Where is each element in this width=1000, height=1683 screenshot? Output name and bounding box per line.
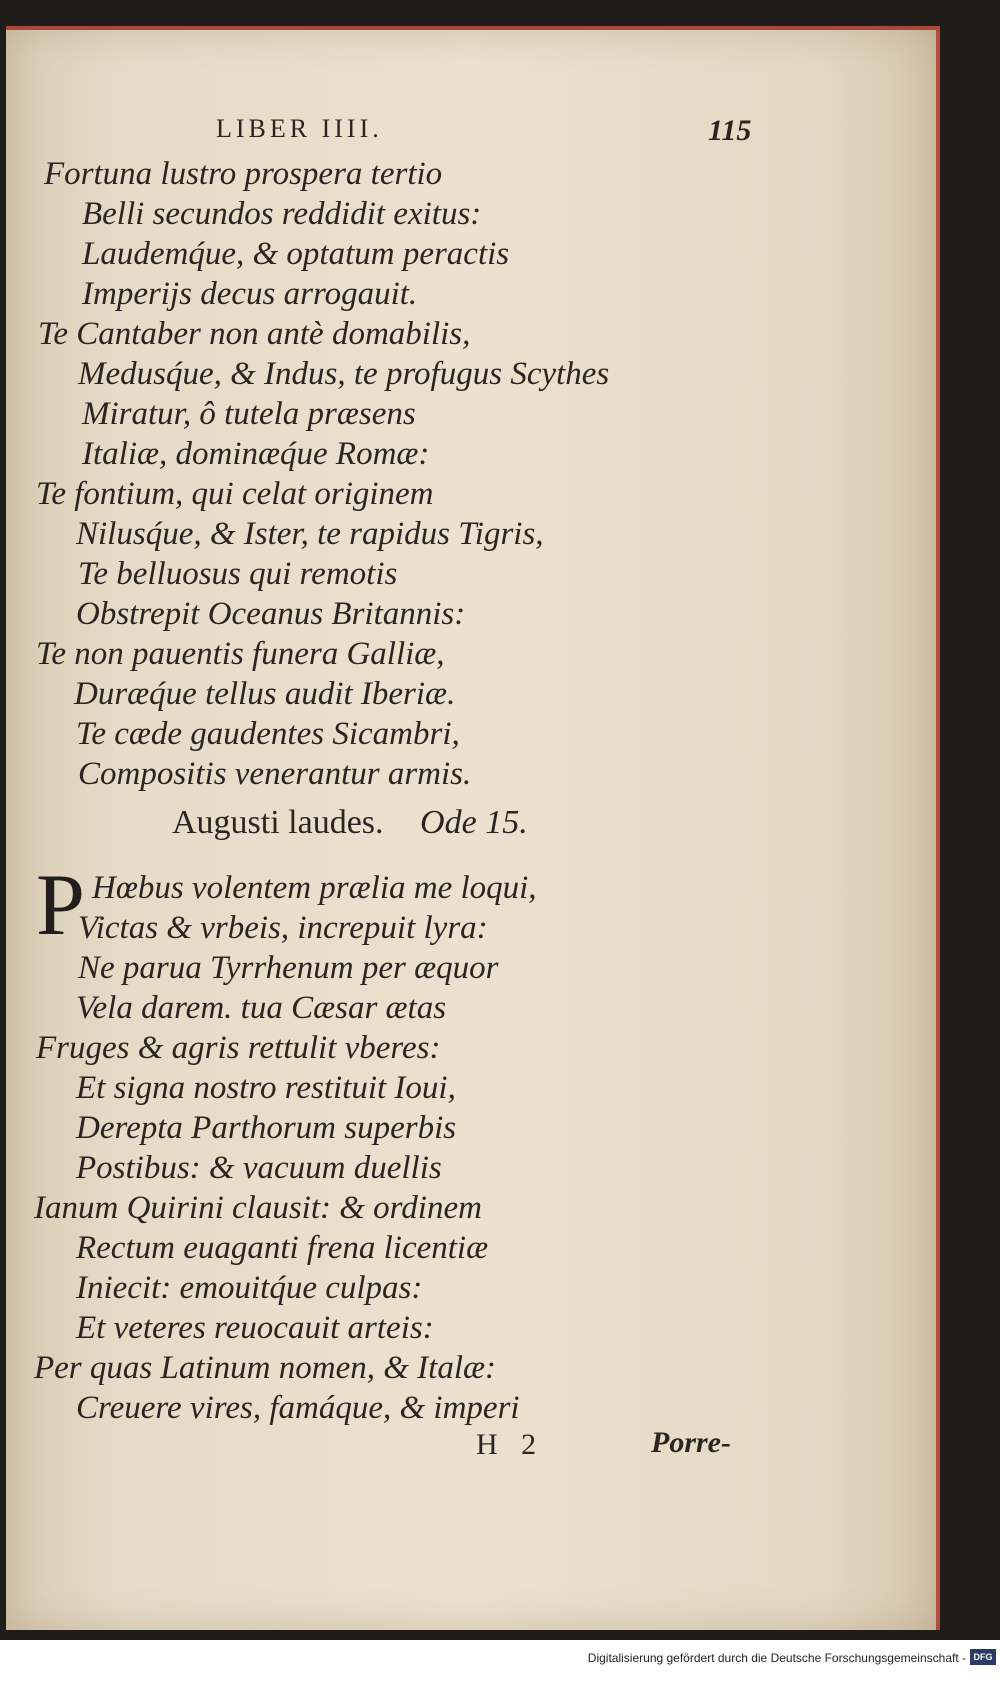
catchword: Porre- — [651, 1426, 731, 1459]
verse-line: Duræq́ue tellus audit Iberiæ. — [74, 676, 456, 712]
verse-line: Ne parua Tyrrhenum per æquor — [78, 950, 499, 986]
verse-line: Miratur, ô tutela præsens — [82, 396, 416, 432]
signature-mark: H 2 — [476, 1428, 545, 1461]
verse-line: Obstrepit Oceanus Britannis: — [76, 596, 466, 632]
verse-line: Te belluosus qui remotis — [78, 556, 398, 592]
verse-line: Imperijs decus arrogauit. — [82, 276, 418, 312]
drop-cap: P — [36, 857, 85, 954]
verse-line: Fortuna lustro prospera tertio — [44, 156, 443, 192]
verse-line: Et signa nostro restituit Ioui, — [76, 1070, 456, 1106]
ode-number: Ode 15. — [420, 804, 528, 841]
verse-line: Nilusq́ue, & Ister, te rapidus Tigris, — [76, 516, 544, 552]
book-page — [6, 26, 940, 1630]
verse-line: Et veteres reuocauit arteis: — [76, 1310, 434, 1346]
verse-line: Fruges & agris rettulit vberes: — [36, 1030, 441, 1066]
ode-heading — [172, 804, 528, 842]
ode-title: Augusti laudes. — [172, 804, 384, 841]
verse-line: Postibus: & vacuum duellis — [76, 1150, 442, 1186]
verse-line: Hœbus volentem prælia me loqui, — [92, 870, 537, 906]
dfg-logo: DFG — [970, 1649, 996, 1665]
verse-line: Creuere vires, famáque, & imperi — [76, 1390, 520, 1426]
verse-line: Rectum euaganti frena licentiæ — [76, 1230, 489, 1266]
verse-line: Italiæ, dominæq́ue Romæ: — [82, 436, 430, 472]
verse-line: Te non pauentis funera Galliæ, — [36, 636, 445, 672]
page-number: 115 — [708, 114, 752, 147]
verse-line: Derepta Parthorum superbis — [76, 1110, 457, 1146]
footer-bar — [0, 1640, 1000, 1683]
verse-line: Laudemq́ue, & optatum peractis — [82, 236, 510, 272]
footer-credit: Digitalisierung gefördert durch die Deutsche Forschungsgemeinschaft - — [587, 1651, 966, 1665]
verse-line: Per quas Latinum nomen, & Italæ: — [34, 1350, 496, 1386]
running-head: LIBER IIII. — [216, 114, 383, 143]
verse-line: Compositis venerantur armis. — [78, 756, 472, 792]
verse-line: Victas & vrbeis, increpuit lyra: — [78, 910, 488, 946]
verse-line: Iniecit: emouitq́ue culpas: — [76, 1270, 423, 1306]
verse-line: Te cæde gaudentes Sicambri, — [76, 716, 460, 752]
verse-line: Te Cantaber non antè domabilis, — [38, 316, 471, 352]
verse-line: Te fontium, qui celat originem — [36, 476, 434, 512]
verse-line: Medusq́ue, & Indus, te profugus Scythes — [78, 356, 610, 392]
page-content — [6, 30, 936, 1630]
verse-line: Vela darem. tua Cæsar ætas — [76, 990, 447, 1026]
verse-line: Belli secundos reddidit exitus: — [82, 196, 482, 232]
verse-line: Ianum Quirini clausit: & ordinem — [34, 1190, 482, 1226]
